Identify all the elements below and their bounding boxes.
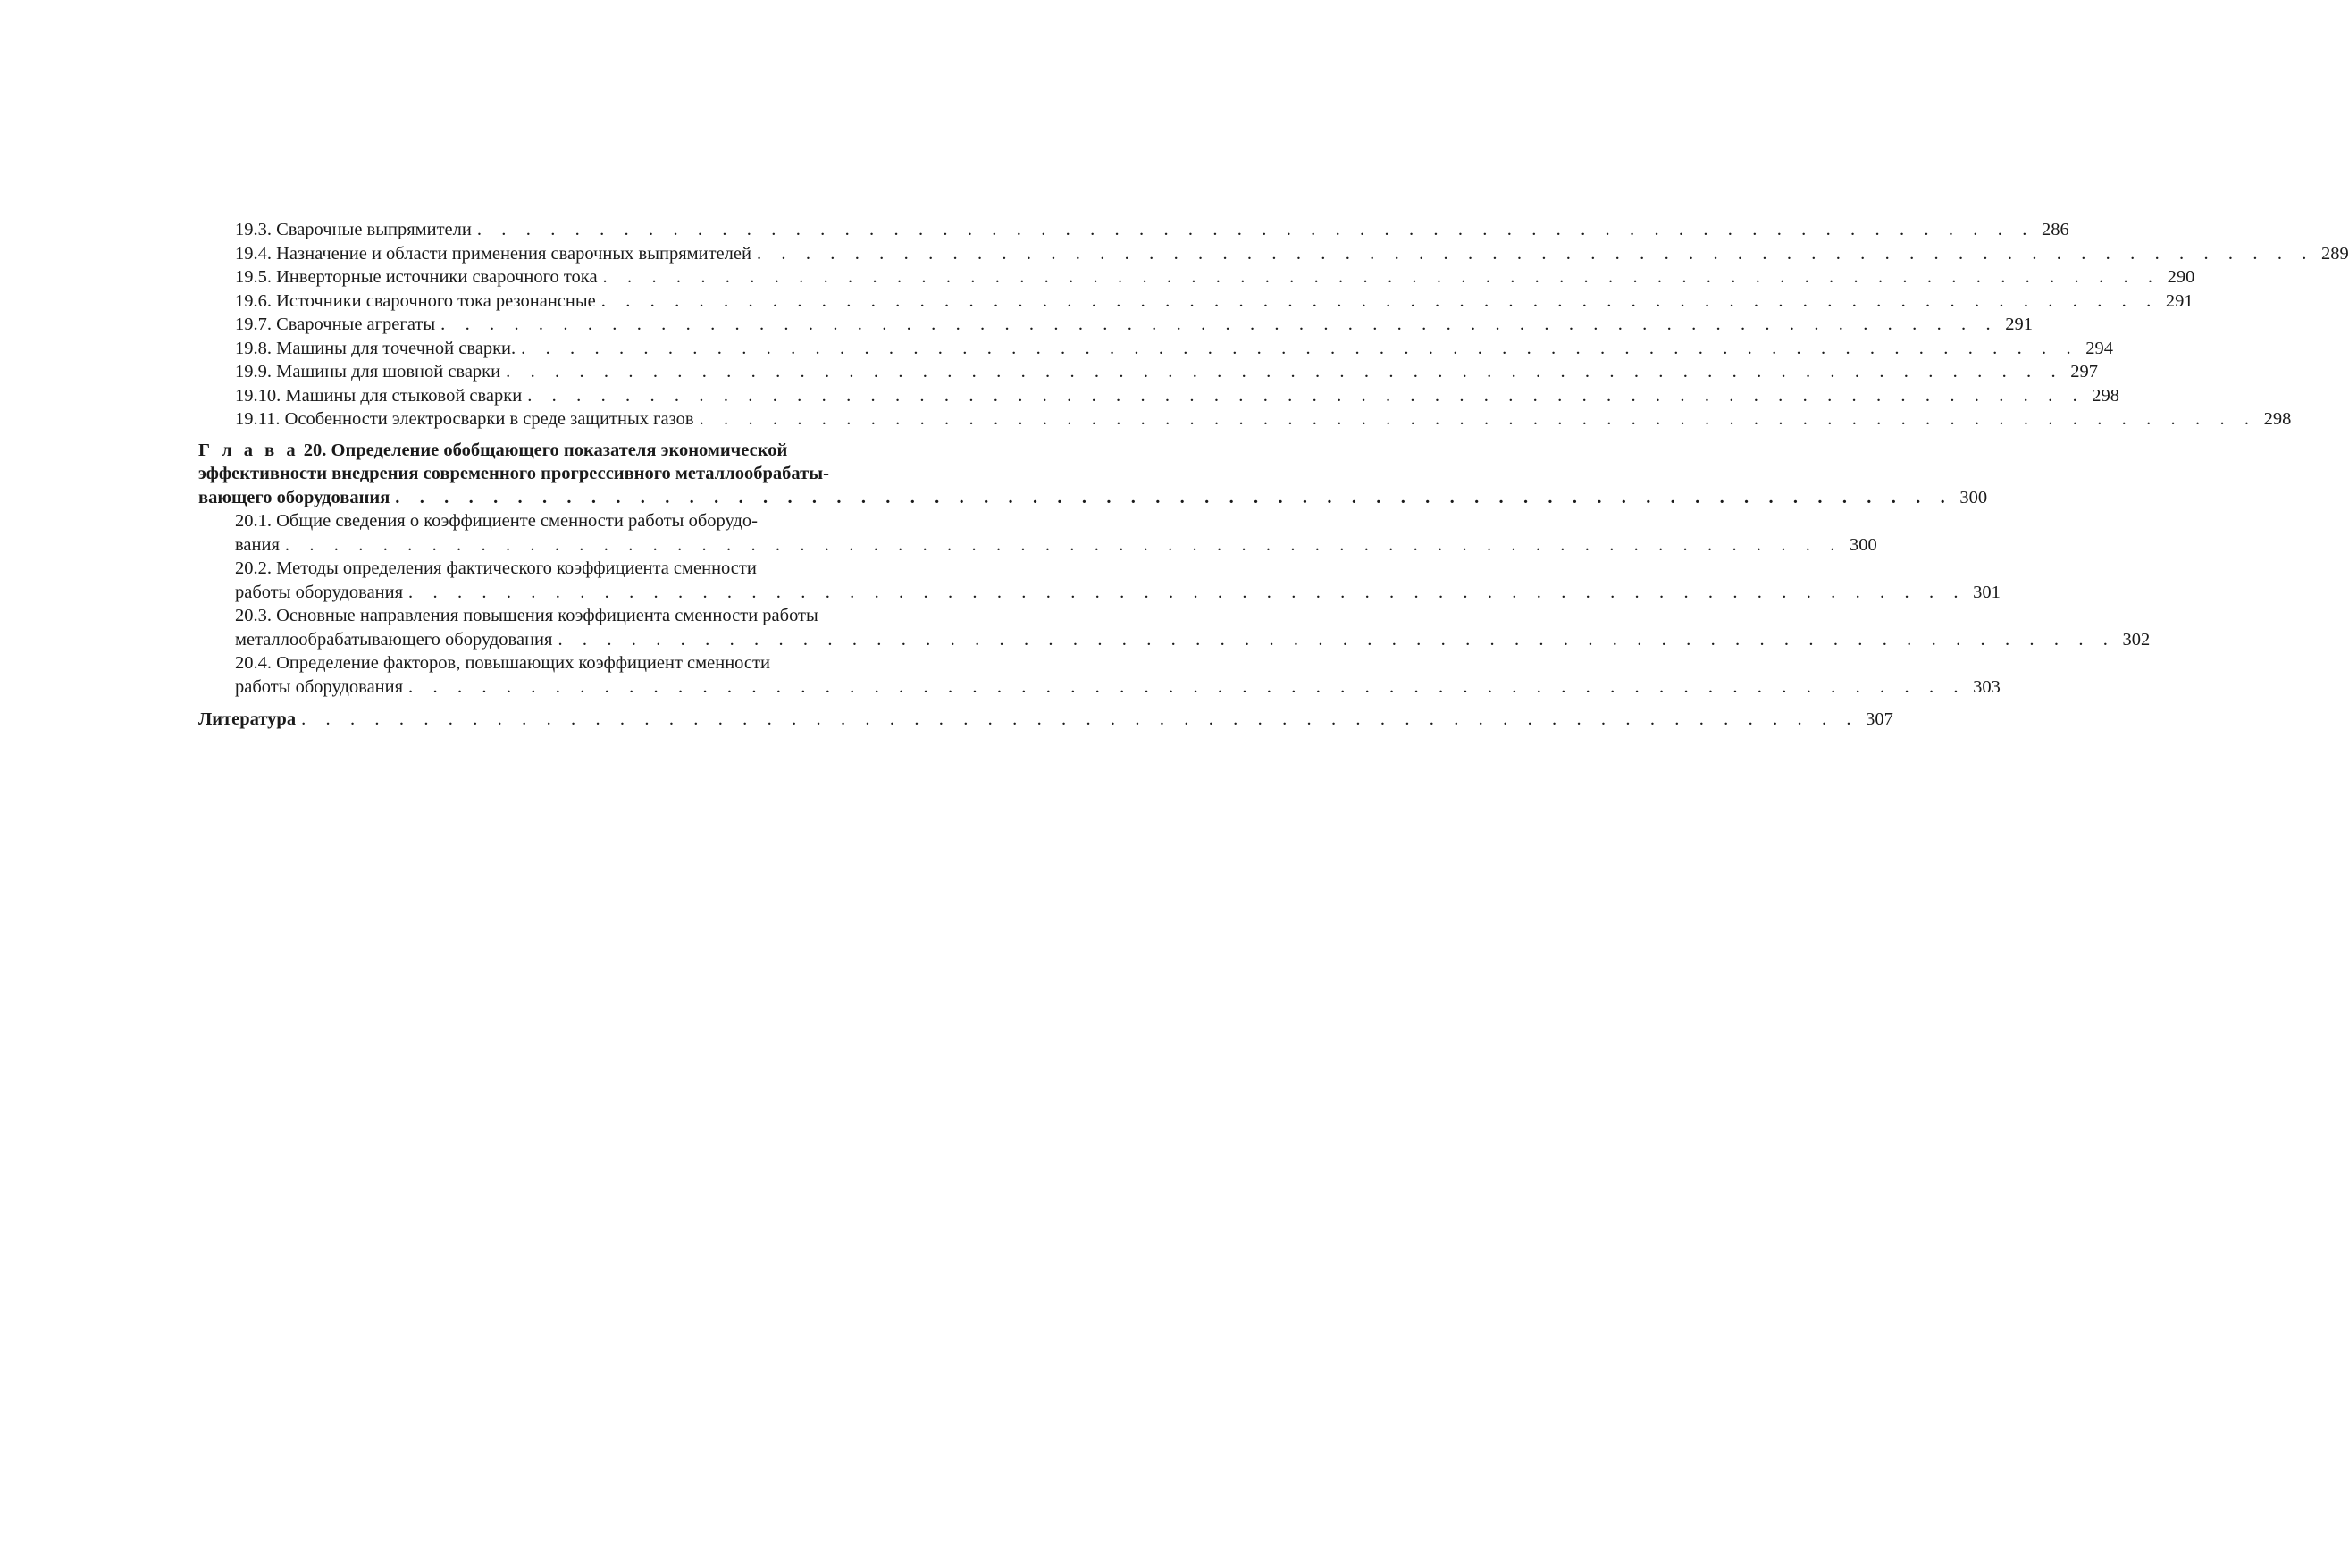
chapter-title-line-1: Определение обобщающего показателя экономической: [331, 440, 788, 460]
page-number: 301: [1973, 582, 2001, 602]
leader-dots: . . . . . . . . . . . . . . . . . . . . . . . . . . . . . . . . . . . . . . . . . . . . . . . . . . . . . . . . . . . . . . . .: [600, 290, 2159, 311]
entry-number: 20.3.: [235, 606, 272, 625]
leader-dots: . . . . . . . . . . . . . . . . . . . . . . . . . . . . . . . . . . . . . . . . . . . . . . . . . . . . . . . . . . . . . . . .: [756, 243, 2315, 264]
leader-dots: . . . . . . . . . . . . . . . . . . . . . . . . . . . . . . . . . . . . . . . . . . . . . . . . . . . . . . . . . . . . . . . .: [506, 362, 2064, 382]
toc-chapter-20: [198, 439, 1988, 510]
page-number: 291: [2165, 290, 2194, 311]
entry-title: Машины для шовной сварки: [276, 362, 501, 382]
entry-title-line-1: Общие сведения о коэффициенте сменности работы оборудо-: [276, 511, 758, 531]
entry-number: 19.11.: [235, 409, 281, 429]
page-number: 300: [1849, 534, 1877, 555]
page-number: 307: [1866, 709, 1893, 729]
page-number: 291: [2005, 314, 2033, 334]
chapter-number: 20.: [303, 440, 327, 460]
toc-entry-19-3: [198, 218, 2069, 242]
entry-title-line-1: Определение факторов, повышающих коэффициент сменности: [276, 653, 770, 673]
page-number: 303: [1973, 676, 2001, 697]
entry-number: 19.4.: [235, 243, 272, 264]
entry-title: Назначение и области применения сварочных выпрямителей: [276, 243, 751, 264]
entry-title: Машины для стыковой сварки: [285, 385, 523, 406]
page-number: 289: [2321, 243, 2349, 264]
entry-title-line-2: работы оборудования: [235, 675, 408, 700]
entry-number: 20.1.: [235, 511, 272, 531]
leader-dots: . . . . . . . . . . . . . . . . . . . . . . . . . . . . . . . . . . . . . . . . . . . . . . . . . . . . . . . . . . . . . . . .: [395, 487, 1953, 507]
entry-number: 19.9.: [235, 362, 272, 382]
toc-entry-19-4: [198, 242, 2349, 266]
leader-dots: . . . . . . . . . . . . . . . . . . . . . . . . . . . . . . . . . . . . . . . . . . . . . . . . . . . . . . . . . . . . . . . .: [440, 314, 1999, 334]
page-number: 298: [2092, 385, 2120, 406]
toc-entry-19-10: [198, 384, 2120, 408]
toc-entry-20-3: [198, 604, 2151, 651]
entry-number: 19.5.: [235, 267, 272, 287]
toc-entry-19-11: [198, 407, 2292, 432]
page-number: 297: [2070, 362, 2098, 382]
page-number: 286: [2041, 220, 2069, 239]
leader-dots: . . . . . . . . . . . . . . . . . . . . . . . . . . . . . . . . . . . . . . . . . . . . . . . . . . . . . . . . . . . . . . . .: [408, 676, 1967, 697]
entry-title-line-2: работы оборудования: [235, 581, 408, 605]
entry-title: Сварочные агрегаты: [276, 314, 436, 334]
leader-dots: . . . . . . . . . . . . . . . . . . . . . . . . . . . . . . . . . . . . . . . . . . . . . . . . . . . . . . . . . . . . . . . .: [527, 385, 2085, 406]
entry-number: 20.2.: [235, 558, 272, 578]
entry-title: Машины для точечной сварки.: [276, 338, 516, 358]
toc-entry-19-6: [198, 289, 2194, 314]
leader-dots: . . . . . . . . . . . . . . . . . . . . . . . . . . . . . . . . . . . . . . . . . . . . . . . . . . . . . . . . . . . . . . . .: [521, 338, 2079, 358]
entry-number: 19.6.: [235, 290, 272, 311]
leader-dots: . . . . . . . . . . . . . . . . . . . . . . . . . . . . . . . . . . . . . . . . . . . . . . . . . . . . . . . . . . . . . . . .: [301, 709, 1859, 729]
entry-title-line-2: металлообрабатывающего оборудования: [235, 628, 558, 652]
chapter-title-line-2: эффективности внедрения современного прогрессивного металлообрабаты-: [198, 464, 829, 483]
leader-dots: . . . . . . . . . . . . . . . . . . . . . . . . . . . . . . . . . . . . . . . . . . . . . . . . . . . . . . . . . . . . . . . .: [284, 534, 1842, 555]
entry-title: Особенности электросварки в среде защитных газов: [284, 409, 694, 429]
toc-literature: [198, 708, 1893, 732]
page-number: 294: [2085, 338, 2113, 358]
toc-entry-20-1: [198, 509, 1877, 557]
entry-title: Источники сварочного тока резонансные: [276, 290, 596, 311]
entry-number: 19.3.: [235, 220, 272, 239]
chapter-prefix: Г л а в а: [198, 440, 299, 460]
page-number: 300: [1959, 487, 1988, 507]
chapter-title-line-3: вающего оборудования: [198, 486, 395, 510]
toc-entry-19-9: [198, 360, 2098, 384]
entry-title: Инверторные источники сварочного тока: [276, 267, 598, 287]
page-number: 298: [2263, 409, 2292, 429]
toc-entry-19-7: [198, 313, 2033, 337]
page-number: 290: [2167, 267, 2195, 287]
entry-title-line-2: вания: [235, 533, 285, 558]
toc-entry-20-4: [198, 651, 2001, 699]
entry-title-line-1: Основные направления повышения коэффициента сменности работы: [276, 606, 818, 625]
entry-number: 19.7.: [235, 314, 272, 334]
toc-entry-19-8: [198, 337, 2113, 361]
entry-number: 19.8.: [235, 338, 272, 358]
entry-number: 19.10.: [235, 385, 281, 406]
leader-dots: . . . . . . . . . . . . . . . . . . . . . . . . . . . . . . . . . . . . . . . . . . . . . . . . . . . . . . . . . . . . . . . .: [408, 582, 1967, 602]
toc-entry-20-2: [198, 557, 2001, 604]
leader-dots: . . . . . . . . . . . . . . . . . . . . . . . . . . . . . . . . . . . . . . . . . . . . . . . . . . . . . . . . . . . . . . . .: [558, 629, 2116, 650]
entry-title-line-1: Методы определения фактического коэффициента сменности: [276, 558, 757, 578]
entry-number: 20.4.: [235, 653, 272, 673]
leader-dots: . . . . . . . . . . . . . . . . . . . . . . . . . . . . . . . . . . . . . . . . . . . . . . . . . . . . . . . . . . . . . . . .: [602, 267, 2160, 287]
leader-dots: . . . . . . . . . . . . . . . . . . . . . . . . . . . . . . . . . . . . . . . . . . . . . . . . . . . . . . . . . . . . . . . .: [476, 220, 2034, 239]
toc-entry-19-5: [198, 265, 2195, 289]
entry-title: Сварочные выпрямители: [276, 220, 472, 239]
table-of-contents: [198, 218, 2349, 732]
literature-title: Литература: [198, 708, 301, 732]
page-number: 302: [2122, 629, 2151, 650]
leader-dots: . . . . . . . . . . . . . . . . . . . . . . . . . . . . . . . . . . . . . . . . . . . . . . . . . . . . . . . . . . . . . . . .: [699, 409, 2257, 429]
